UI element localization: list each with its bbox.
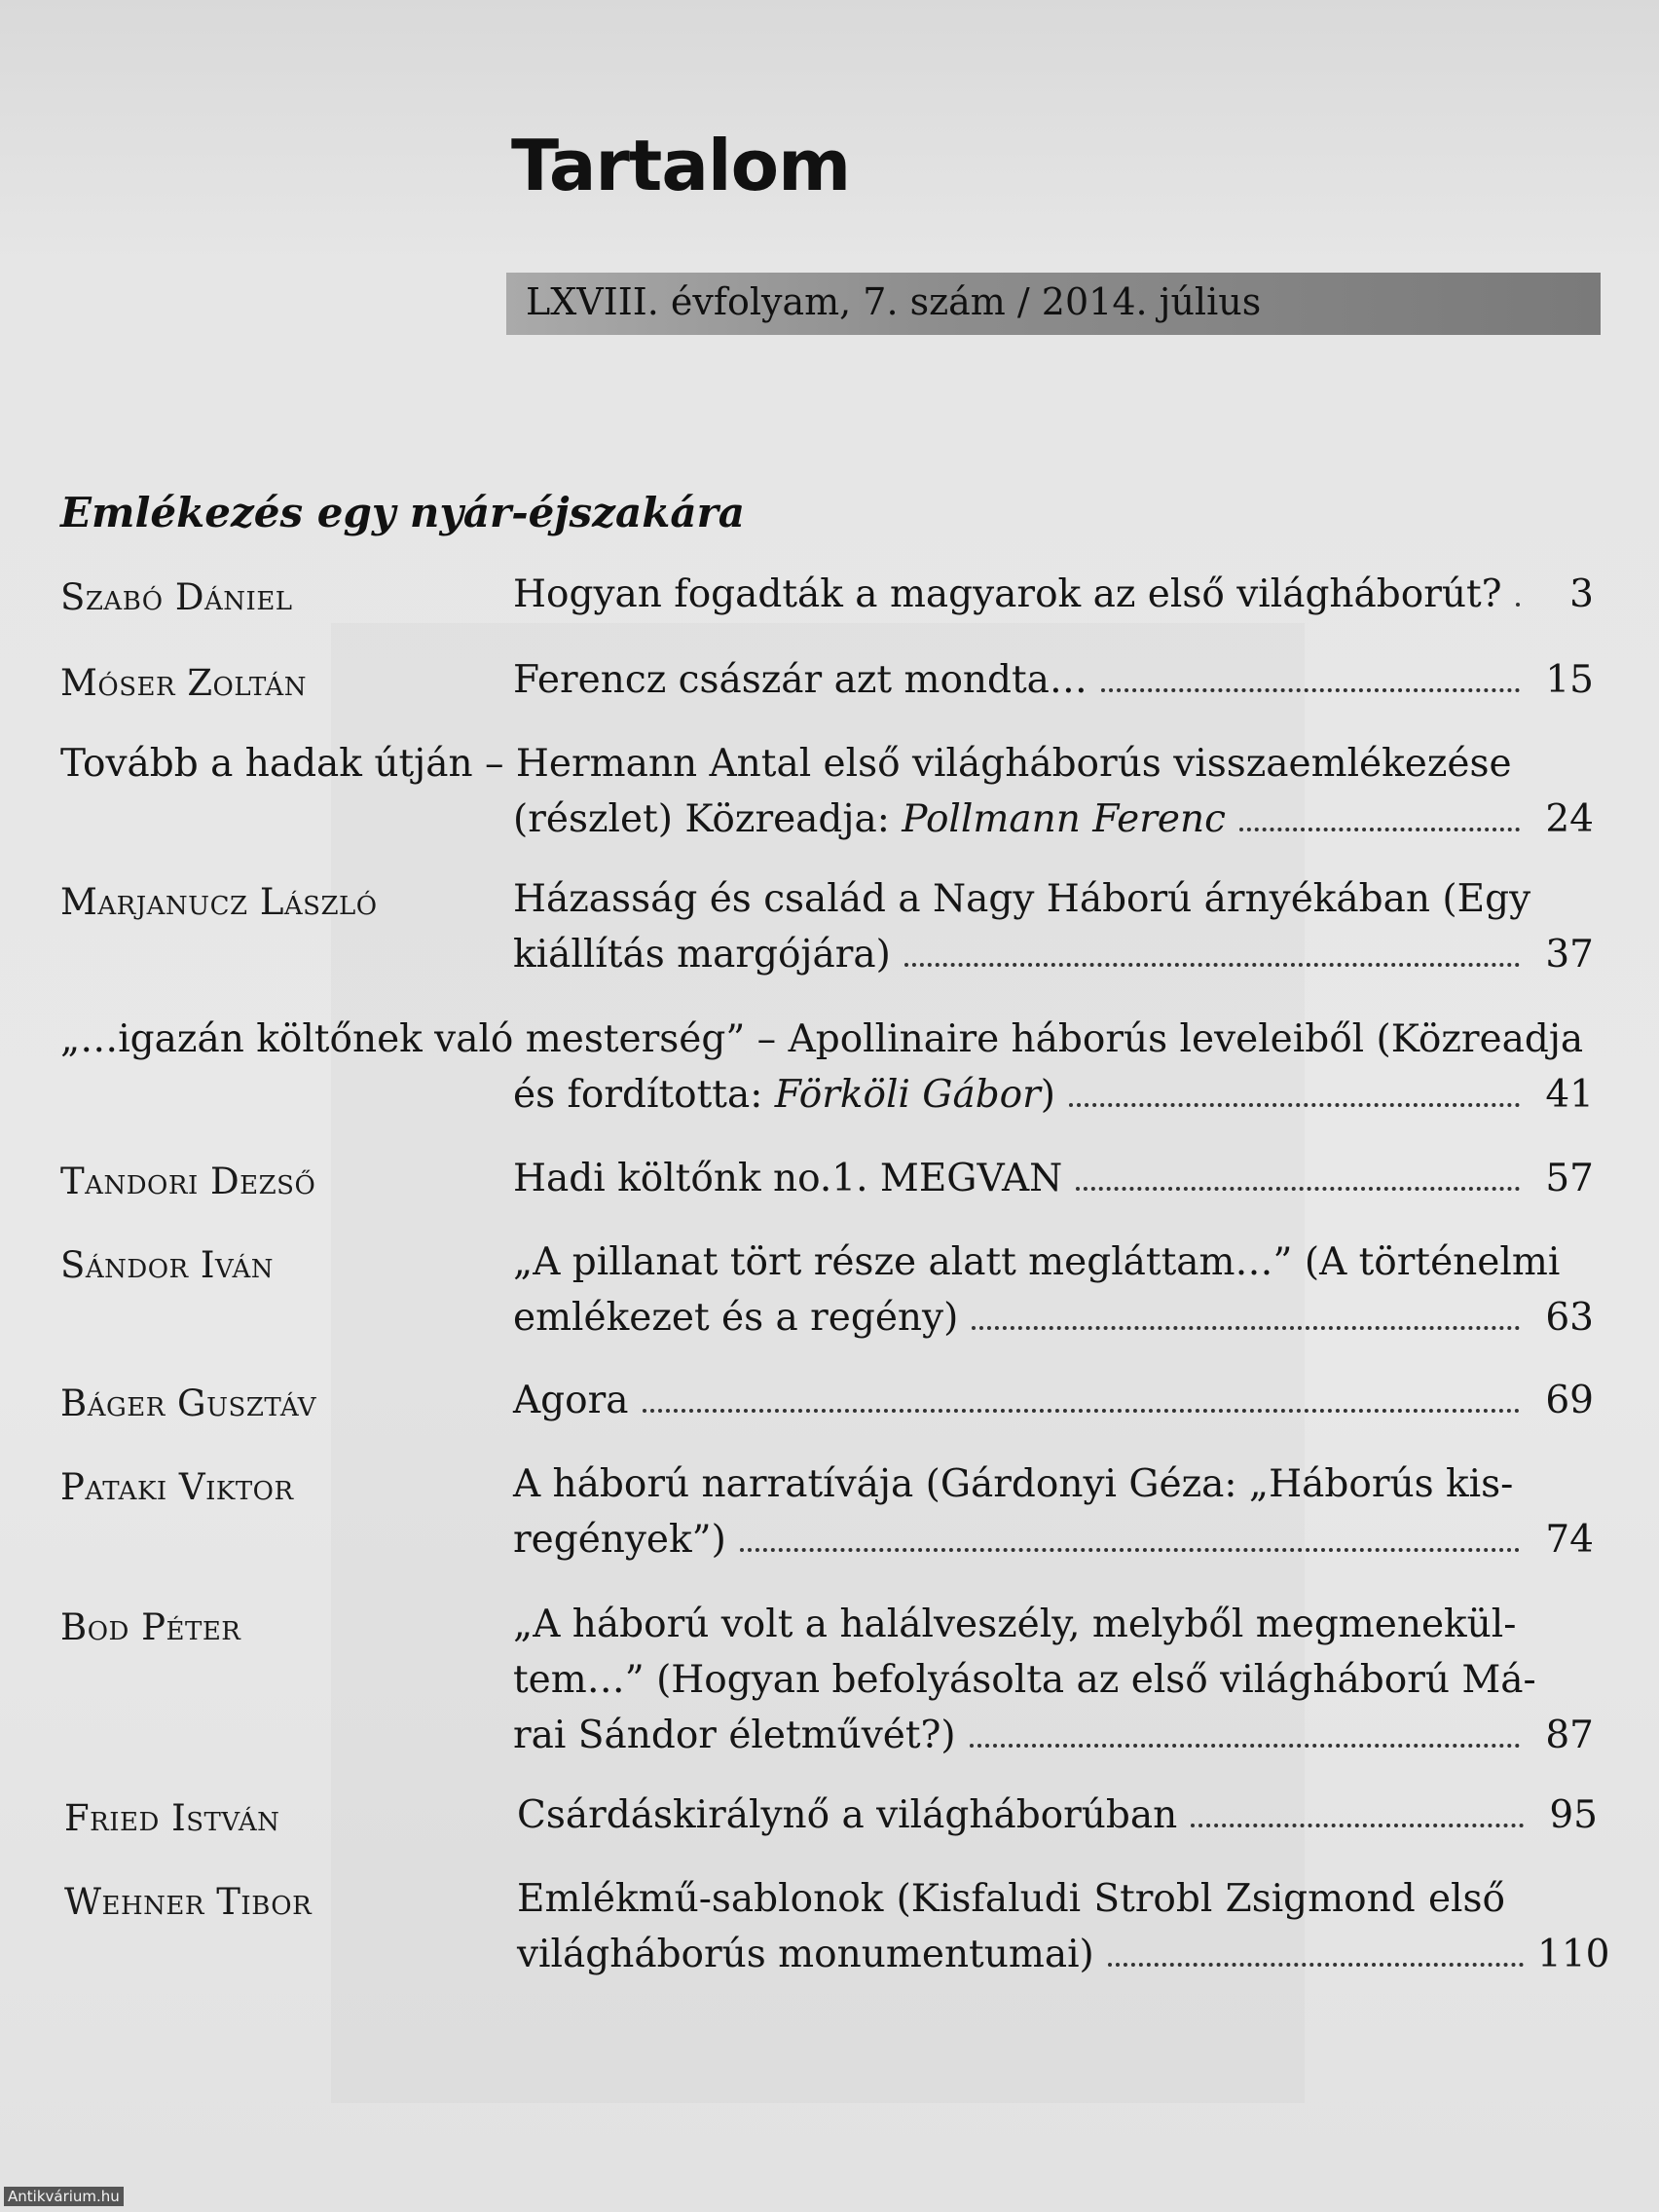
entry-title: emlékezet és a regény): [513, 1296, 959, 1340]
page-number: 15: [1545, 658, 1594, 702]
dot-leader: [970, 1744, 1520, 1748]
issue-banner: [506, 273, 1601, 335]
entry-title-line: A háború narratívája (Gárdonyi Géza: „Háborús kis-: [513, 1462, 1514, 1506]
entry-title: Ferencz császár azt mondta…: [513, 658, 1088, 702]
entry-credit: Pollmann Ferenc: [902, 797, 1226, 841]
entry-title-line: „A háború volt a halálveszély, melyből megmenekül-: [513, 1603, 1517, 1646]
entry-title: Hadi költőnk no.1. MEGVAN: [513, 1157, 1063, 1200]
entry-title: rai Sándor életművét?): [513, 1714, 956, 1757]
page-number: 110: [1537, 1933, 1610, 1976]
dot-leader: [1101, 688, 1520, 692]
entry-title-line: [513, 933, 1594, 977]
entry-title-line: [513, 572, 1594, 616]
page-number: 41: [1545, 1073, 1594, 1117]
entry-author: Fried István: [64, 1797, 280, 1839]
entry-title-line: Házasság és család a Nagy Háború árnyékában (Egy: [513, 877, 1531, 921]
dot-leader: [740, 1548, 1520, 1552]
entry-author: Tandori Dezső: [60, 1161, 316, 1202]
entry-title-line: [513, 797, 1594, 841]
entry-title-line: Emlékmű-sablonok (Kisfaludi Strobl Zsigmond első: [517, 1877, 1505, 1921]
entry-title: világháborús monumentumai): [517, 1933, 1094, 1976]
entry-title: Hogyan fogadták a magyarok az első világháborút?: [513, 572, 1502, 616]
entry-title-line: tem…” (Hogyan befolyásolta az első világháború Má-: [513, 1658, 1536, 1702]
entry-author: Báger Gusztáv: [60, 1382, 317, 1424]
page-number: 95: [1549, 1793, 1598, 1837]
entry-title: Csárdáskirálynő a világháborúban: [517, 1793, 1178, 1837]
page-number: 37: [1545, 933, 1594, 977]
entry-title-line: [513, 1296, 1594, 1340]
entry-title: [513, 797, 1226, 841]
entry-author: Szabó Dániel: [60, 576, 293, 618]
section-title: Emlékezés egy nyár-éjszakára: [60, 489, 745, 536]
entry-title-line: „…igazán költőnek való mesterség” – Apollinaire háborús leveleiből (Közreadja: [60, 1017, 1584, 1061]
entry-title-prefix: (részlet) Közreadja:: [513, 797, 903, 841]
dot-leader: [1069, 1103, 1520, 1107]
dot-leader: [972, 1326, 1520, 1330]
issue-label: LXVIII. évfolyam, 7. szám / 2014. július: [526, 280, 1262, 323]
entry-title: kiállítás margójára): [513, 933, 891, 977]
entry-title-line: [513, 1518, 1594, 1562]
entry-title-line: [513, 1714, 1594, 1757]
entry-title: Agora: [513, 1379, 629, 1422]
page-number: 69: [1545, 1379, 1594, 1422]
entry-title-line: [513, 1073, 1594, 1117]
entry-author: Marjanucz László: [60, 881, 378, 923]
page-number: 3: [1569, 572, 1594, 616]
entry-title-line: [513, 658, 1594, 702]
entry-author: Wehner Tibor: [64, 1881, 313, 1923]
dot-leader: [1516, 603, 1520, 607]
page-number: 57: [1545, 1157, 1594, 1200]
entry-title-prefix: és fordította:: [513, 1073, 775, 1117]
page-number: 87: [1545, 1714, 1594, 1757]
dot-leader: [1239, 828, 1520, 831]
page-title: Tartalom: [511, 125, 851, 206]
entry-title: [513, 1073, 1055, 1117]
page-number: 74: [1545, 1518, 1594, 1562]
entry-author: Móser Zoltán: [60, 662, 307, 704]
watermark: Antikvárium.hu: [4, 2187, 124, 2206]
entry-title-line: „A pillanat tört része alatt megláttam…” (A történelmi: [513, 1240, 1561, 1284]
page-number: 24: [1545, 797, 1594, 841]
entry-credit: Förköli Gábor: [774, 1073, 1041, 1117]
dot-leader: [1108, 1963, 1524, 1967]
entry-title-line: [513, 1379, 1594, 1422]
entry-title: regények”): [513, 1518, 726, 1562]
entry-author: Sándor Iván: [60, 1244, 275, 1286]
entry-title-line: Tovább a hadak útján – Hermann Antal első világháborús visszaemlékezése: [60, 742, 1512, 786]
entry-title-line: [517, 1933, 1610, 1976]
entry-title-line: [513, 1157, 1594, 1200]
dot-leader: [1191, 1824, 1524, 1827]
entry-author: Pataki Viktor: [60, 1466, 294, 1508]
page-number: 63: [1545, 1296, 1594, 1340]
entry-title-line: [517, 1793, 1598, 1837]
dot-leader: [904, 963, 1520, 967]
dot-leader: [643, 1409, 1520, 1413]
dot-leader: [1076, 1187, 1520, 1191]
entry-author: Bod Péter: [60, 1606, 241, 1648]
entry-title-suffix: ): [1040, 1073, 1055, 1117]
